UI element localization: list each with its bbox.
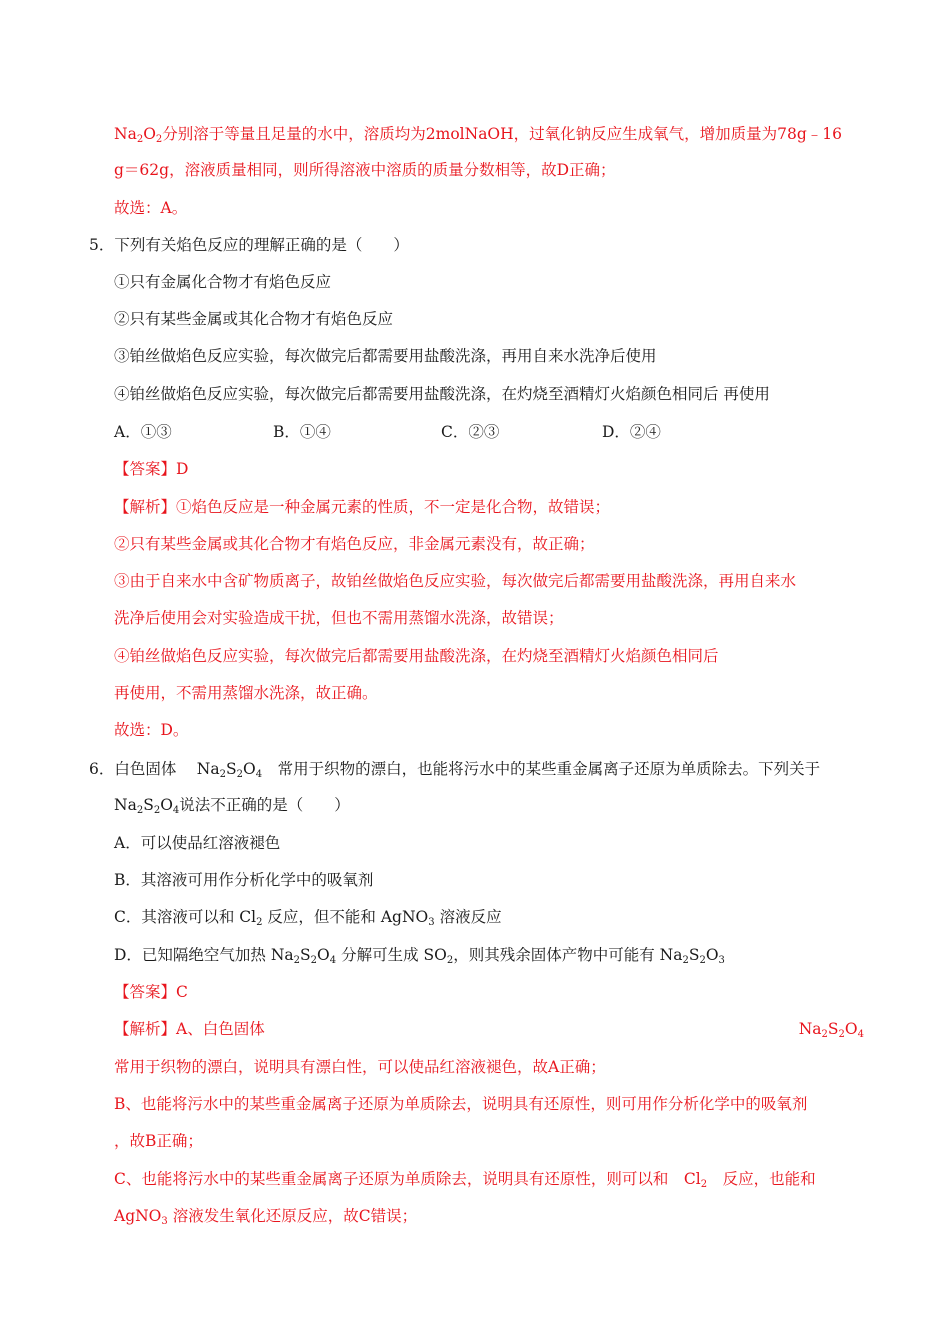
question-5-analysis-5: ④铂丝做焰色反应实验，每次做完后都需要用盐酸洗涤，在灼烧至酒精灯火焰颜色相同后 [114,647,719,665]
question-5-item-4: ④铂丝做焰色反应实验，每次做完后都需要用盐酸洗涤，在灼烧至酒精灯火焰颜色相同后 再使用 [114,385,770,403]
question-5-analysis-3: ③由于自来水中含矿物质离子，故铂丝做焰色反应实验，每次做完后都需要用盐酸洗涤，再用自来水 [114,572,797,590]
question-6-option-b: B．其溶液可用作分析化学中的吸氧剂 [114,871,374,889]
question-6-stem-continued: $Na_2S_2O_4$说法不正确的是（ ） [114,796,350,816]
question-5-analysis-4: 洗净后使用会对实验造成干扰，但也不需用蒸馏水洗涤，故错误； [114,609,564,627]
question-5-analysis-1: 【解析】①焰色反应是一种金属元素的性质，不一定是化合物，故错误； [114,498,611,516]
question-6-answer: 【答案】C [114,983,188,1001]
question-5-stem: 5．下列有关焰色反应的理解正确的是（ ） [89,236,409,254]
question-5-option-c: C．②③ [441,423,500,441]
question-6-option-d: D．已知隔绝空气加热 $Na_2S_2O_4$ 分解可生成 $SO_2$，则其残余固体产物中可能有 $Na_2S_2O_3$ [114,946,725,966]
prev-explanation-line-2: g＝62g，溶液质量相同，则所得溶液中溶质的质量分数相等，故D正确； [114,161,616,179]
question-5-item-2: ②只有某些金属或其化合物才有焰色反应 [114,310,394,328]
question-5-item-1: ①只有金属化合物才有焰色反应 [114,273,332,291]
question-5-conclusion: 故选：D。 [114,721,189,739]
question-6-analysis-1: 【解析】A、白色固体 $Na_2S_2O_4$ [114,1020,864,1040]
question-5-option-a: A．①③ [114,423,172,441]
question-5-analysis-2: ②只有某些金属或其化合物才有焰色反应，非金属元素没有，故正确； [114,535,595,553]
question-5-answer: 【答案】D [114,460,189,478]
question-6-analysis-6: AgNO$_3$ 溶液发生氧化还原反应，故C错误； [114,1207,418,1227]
question-5-option-b: B．①④ [273,423,331,441]
question-5-item-3: ③铂丝做焰色反应实验，每次做完后都需要用盐酸洗涤，再用自来水洗净后使用 [114,347,657,365]
question-6-stem: 6．白色固体 $Na_2S_2O_4$ 常用于织物的漂白，也能将污水中的某些重金属离子还原为单质除去。下列关于 [89,760,821,780]
question-6-analysis-5: C、也能将污水中的某些重金属离子还原为单质除去，说明具有还原性，则可以和 $Cl_2$ 反应，也能和 [114,1170,816,1190]
question-5-option-d: D．②④ [602,423,661,441]
question-5-analysis-6: 再使用，不需用蒸馏水洗涤，故正确。 [114,684,378,702]
question-6-option-c: C．其溶液可以和 $Cl_2$ 反应，但不能和 AgNO$_3$ 溶液反应 [114,908,502,928]
question-6-analysis-formula: $Na_2S_2O_4$ [798,1020,864,1040]
question-6-analysis-4: ，故B正确； [114,1132,203,1150]
question-6-analysis-3: B、也能将污水中的某些重金属离子还原为单质除去，说明具有还原性，则可用作分析化学中的吸氧剂 [114,1095,808,1113]
question-6-option-a: A．可以使品红溶液褪色 [114,834,281,852]
question-6-analysis-2: 常用于织物的漂白，说明具有漂白性，可以使品红溶液褪色，故A正确； [114,1058,606,1076]
prev-explanation-line-1: $Na_2O_2$分别溶于等量且足量的水中，溶质均为2molNaOH，过氧化钠反应生成氧气，增加质量为78g﹣16 [114,125,843,145]
prev-explanation-conclusion: 故选：A。 [114,199,188,217]
